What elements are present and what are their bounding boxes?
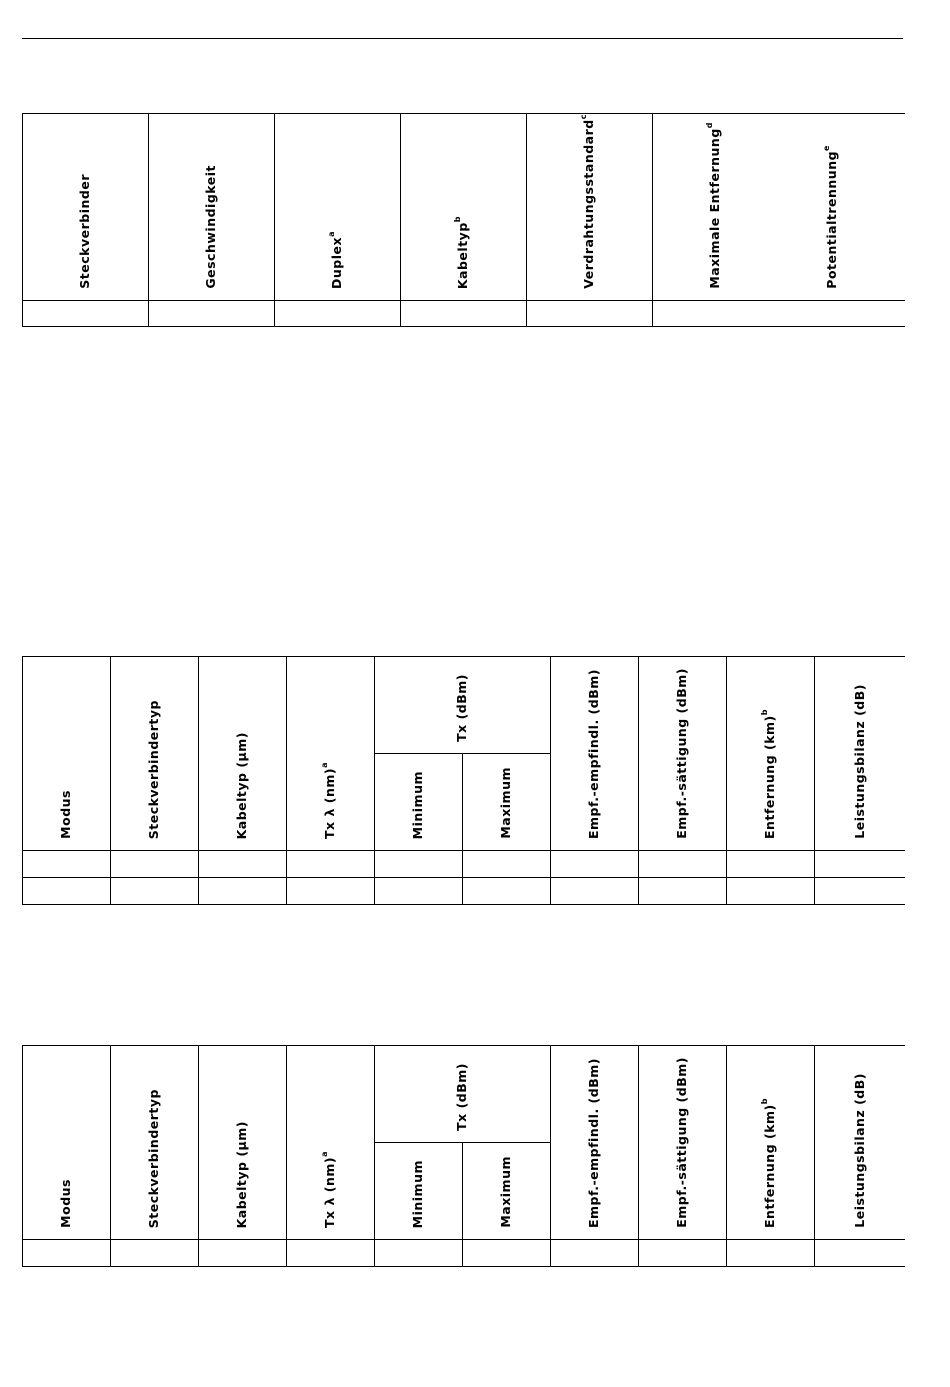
header-empf-saettigung: Empf.-sättigung (dBm) (639, 657, 727, 851)
table-row (23, 300, 905, 326)
header-duplex: Duplex$^a$ (275, 114, 401, 301)
header-minimum: Minimum (375, 754, 463, 851)
top-rule (22, 38, 903, 39)
header-entfernung: Entfernung (km)$^b$ (727, 657, 815, 851)
table-header-row (23, 114, 905, 301)
header-minimum: Minimum (375, 1143, 463, 1240)
optical-spec-table-1 (22, 656, 905, 905)
header-leistungsbilanz: Leistungsbilanz (dB) (815, 1046, 905, 1240)
table-header-row (23, 1046, 905, 1143)
header-maximum: Maximum (463, 1143, 551, 1240)
header-tx-lambda: Tx λ (nm)$^a$ (287, 657, 375, 851)
table-row (23, 878, 905, 905)
header-tx-dbm: Tx (dBm) (375, 1046, 551, 1143)
header-entfernung: Entfernung (km)$^b$ (727, 1046, 815, 1240)
header-kabeltyp: Kabeltyp$^b$ (401, 114, 527, 301)
table-header-row (23, 657, 905, 754)
header-modus: Modus (23, 1046, 111, 1240)
header-leistungsbilanz: Leistungsbilanz (dB) (815, 657, 905, 851)
header-empf-empfindl: Empf.-empfindl. (dBm) (551, 1046, 639, 1240)
table-row (23, 851, 905, 878)
header-tx-lambda: Tx λ (nm)$^a$ (287, 1046, 375, 1240)
header-maximum: Maximum (463, 754, 551, 851)
header-kabeltyp: Kabeltyp (µm) (199, 657, 287, 851)
header-verdrahtungsstandard: Verdrahtungsstandard$^c$ (527, 114, 653, 301)
header-kabeltyp: Kabeltyp (µm) (199, 1046, 287, 1240)
header-geschwindigkeit: Geschwindigkeit (149, 114, 275, 301)
header-steckverbindertyp: Steckverbindertyp (111, 1046, 199, 1240)
header-steckverbinder: Steckverbinder (23, 114, 149, 301)
connector-spec-table (22, 113, 905, 327)
header-modus: Modus (23, 657, 111, 851)
header-steckverbindertyp: Steckverbindertyp (111, 657, 199, 851)
optical-spec-table-2 (22, 1045, 905, 1267)
header-empf-saettigung: Empf.-sättigung (dBm) (639, 1046, 727, 1240)
header-entfernung-potential: Maximale Entfernung$^d$ Potentialtrennung$^e$ (653, 114, 905, 301)
header-tx-dbm: Tx (dBm) (375, 657, 551, 754)
header-empf-empfindl: Empf.-empfindl. (dBm) (551, 657, 639, 851)
table-row (23, 1240, 905, 1267)
